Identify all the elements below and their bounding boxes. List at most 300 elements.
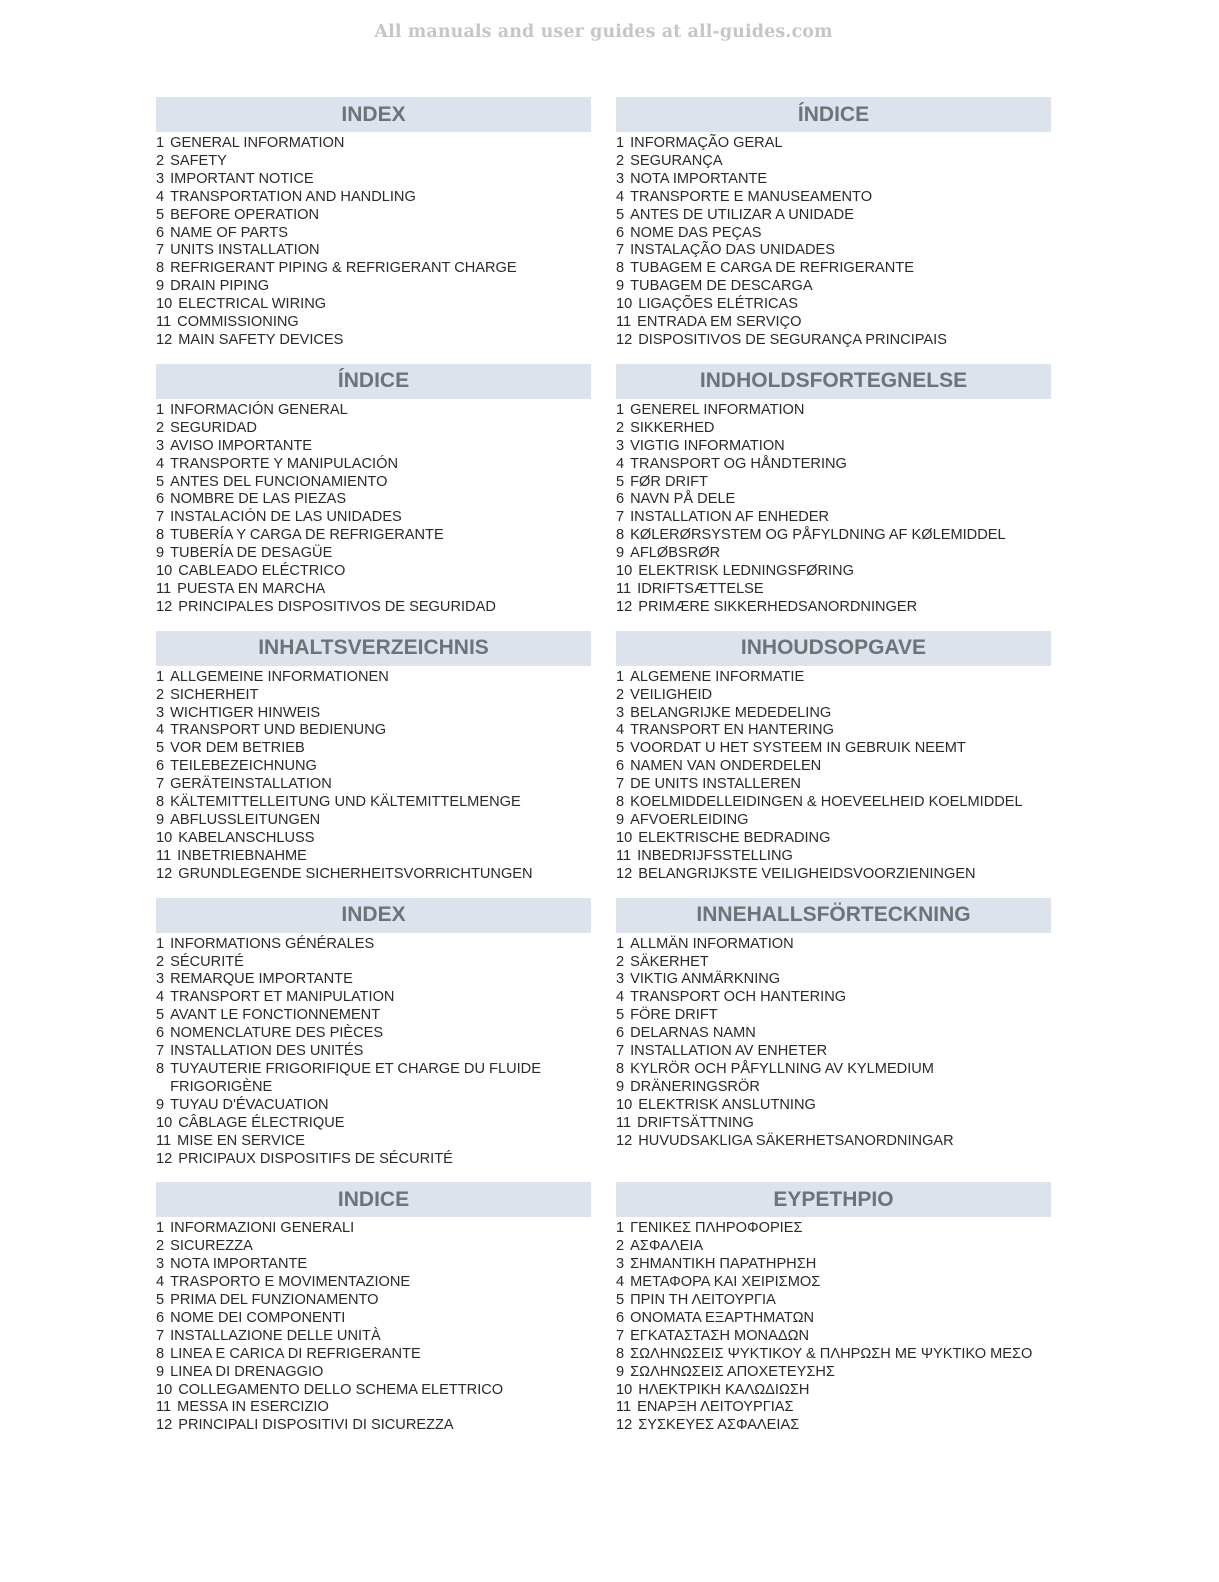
- list-item: [156, 740, 591, 758]
- list-item: [616, 1043, 1051, 1061]
- section-spanish: [156, 364, 591, 617]
- item-text: TRANSPORT OCH HANTERING: [630, 989, 847, 1006]
- section-italian: [156, 1182, 591, 1435]
- item-text: TRANSPORT ET MANIPULATION: [170, 989, 395, 1006]
- item-text: DISPOSITIVOS DE SEGURANÇA PRINCIPAIS: [638, 331, 947, 348]
- list-item: [156, 776, 591, 794]
- list-item: [156, 491, 591, 509]
- item-number: 12: [616, 1132, 633, 1149]
- list-item: [616, 1328, 1051, 1346]
- item-text: TRANSPORT EN HANTERING: [630, 722, 834, 739]
- item-text: TRANSPORTATION AND HANDLING: [170, 188, 416, 205]
- item-text: NAMEN VAN ONDERDELEN: [630, 758, 822, 775]
- item-text: NOME DEI COMPONENTI: [170, 1309, 346, 1326]
- list-item: [616, 1274, 1051, 1292]
- list-item: [616, 189, 1051, 207]
- list-item: [156, 1133, 591, 1151]
- item-text: NOTA IMPORTANTE: [170, 1256, 308, 1273]
- item-number: 9: [156, 545, 165, 562]
- list-item: [616, 332, 1051, 350]
- item-text: INFORMATIONS GÉNÉRALES: [170, 935, 375, 952]
- item-text: LINEA DI DRENAGGIO: [170, 1363, 324, 1380]
- list-item: [156, 1151, 591, 1169]
- section-german: [156, 631, 591, 884]
- item-text: SICUREZZA: [170, 1238, 253, 1255]
- list-item: [616, 242, 1051, 260]
- section-title: ÍNDICE: [156, 364, 591, 399]
- list-item: [156, 527, 591, 545]
- list-item: [616, 135, 1051, 153]
- list-item: [616, 794, 1051, 812]
- item-text: ΣΩΛΗΝΩΣΕΙΣ ΨΥΚΤΙΚΟΥ & ΠΛΗΡΩΣΗ ΜΕ ΨΥΚΤΙΚΟ ΜΕΣΟ: [630, 1345, 1033, 1362]
- item-number: 5: [616, 740, 625, 757]
- item-number: 7: [156, 1043, 165, 1060]
- list-item: [156, 936, 591, 954]
- item-number: 8: [616, 260, 625, 277]
- list-item: [616, 1115, 1051, 1133]
- list-item: [156, 1364, 591, 1382]
- item-number: 7: [616, 1043, 625, 1060]
- section-list: [156, 1217, 591, 1435]
- item-text: CABLEADO ELÉCTRICO: [178, 563, 346, 580]
- item-text: ΓΕΝΙΚΕΣ ΠΛΗΡΟΦΟΡΙΕΣ: [630, 1220, 803, 1237]
- item-number: 9: [616, 545, 625, 562]
- item-text: NAME OF PARTS: [170, 224, 288, 241]
- section-title: ÍNDICE: [616, 97, 1051, 132]
- item-text: ΕΝΑΡΞΗ ΛΕΙΤΟΥΡΓΙΑΣ: [637, 1399, 794, 1416]
- item-text: BEFORE OPERATION: [170, 206, 320, 223]
- section-danish: [616, 364, 1051, 617]
- item-text: BELANGRIJKSTE VEILIGHEIDSVOORZIENINGEN: [638, 865, 976, 882]
- item-number: 8: [156, 794, 165, 811]
- list-item: [616, 1025, 1051, 1043]
- list-item: [156, 332, 591, 350]
- list-item: [156, 1417, 591, 1435]
- list-item: [156, 794, 591, 812]
- list-item: [156, 1382, 591, 1400]
- item-number: 10: [616, 1381, 633, 1398]
- item-text: SAFETY: [170, 152, 227, 169]
- item-number: 6: [156, 758, 165, 775]
- item-number: 7: [156, 1327, 165, 1344]
- item-text: NOME DAS PEÇAS: [630, 224, 762, 241]
- list-item: [616, 866, 1051, 884]
- item-number: 10: [616, 296, 633, 313]
- list-item: [156, 705, 591, 723]
- index-grid: [156, 97, 1051, 1435]
- item-text: ANTES DE UTILIZAR A UNIDADE: [630, 206, 854, 223]
- item-text: ΗΛΕΚΤΡΙΚΗ ΚΑΛΩΔΙΩΣΗ: [638, 1381, 810, 1398]
- item-number: 12: [616, 598, 633, 615]
- list-item: [616, 545, 1051, 563]
- item-number: 2: [156, 419, 165, 436]
- list-item: [156, 866, 591, 884]
- section-title: INHOUDSOPGAVE: [616, 631, 1051, 666]
- item-number: 9: [616, 1078, 625, 1095]
- item-text: ΣΥΣΚΕΥΕΣ ΑΣΦΑΛΕΙΑΣ: [638, 1417, 800, 1434]
- item-text: KOELMIDDELLEIDINGEN & HOEVEELHEID KOELMIDDEL: [630, 794, 1023, 811]
- list-item: [616, 1310, 1051, 1328]
- list-item: [616, 1346, 1051, 1364]
- item-text: DELARNAS NAMN: [630, 1025, 756, 1042]
- item-number: 8: [616, 1060, 625, 1077]
- item-number: 8: [156, 260, 165, 277]
- list-item: [616, 1097, 1051, 1115]
- item-number: 3: [616, 971, 625, 988]
- item-number: 1: [156, 1220, 165, 1237]
- list-item: [616, 1382, 1051, 1400]
- item-number: 3: [616, 704, 625, 721]
- item-number: 9: [156, 278, 165, 295]
- list-item: [616, 740, 1051, 758]
- item-number: 4: [616, 989, 625, 1006]
- list-item: [616, 456, 1051, 474]
- item-text: KABELANSCHLUSS: [178, 829, 315, 846]
- list-item: [156, 1007, 591, 1025]
- item-number: 2: [616, 953, 625, 970]
- list-item: [156, 314, 591, 332]
- list-item: [616, 936, 1051, 954]
- item-text: INBETRIEBNAHME: [177, 847, 307, 864]
- list-item: [616, 171, 1051, 189]
- list-item: [156, 1061, 591, 1097]
- item-text: SÄKERHET: [630, 953, 709, 970]
- section-list: [616, 1217, 1051, 1435]
- list-item: [156, 171, 591, 189]
- item-number: 1: [616, 1220, 625, 1237]
- list-item: [156, 225, 591, 243]
- item-number: 3: [156, 971, 165, 988]
- item-text: SEGURIDAD: [170, 419, 257, 436]
- item-number: 7: [156, 776, 165, 793]
- list-item: [156, 1292, 591, 1310]
- item-text: NOTA IMPORTANTE: [630, 170, 768, 187]
- item-number: 3: [156, 170, 165, 187]
- list-item: [156, 1025, 591, 1043]
- list-item: [156, 207, 591, 225]
- item-number: 12: [616, 865, 633, 882]
- item-number: 12: [156, 1417, 173, 1434]
- list-item: [156, 545, 591, 563]
- item-number: 3: [616, 170, 625, 187]
- list-item: [616, 527, 1051, 545]
- item-text: ΣΗΜΑΝΤΙΚΗ ΠΑΡΑΤΗΡΗΣΗ: [630, 1256, 817, 1273]
- item-text: TUBAGEM DE DESCARGA: [630, 278, 813, 295]
- item-number: 5: [616, 1007, 625, 1024]
- section-greek: [616, 1182, 1051, 1435]
- list-item: [616, 1399, 1051, 1417]
- list-item: [156, 971, 591, 989]
- item-number: 10: [156, 1114, 173, 1131]
- list-item: [616, 1061, 1051, 1079]
- list-item: [156, 599, 591, 617]
- item-text: TRANSPORTE E MANUSEAMENTO: [630, 188, 873, 205]
- section-title: INNEHALLSFÖRTECKNING: [616, 898, 1051, 933]
- section-list: [156, 933, 591, 1169]
- list-item: [156, 1115, 591, 1133]
- item-number: 4: [156, 989, 165, 1006]
- list-item: [156, 420, 591, 438]
- list-item: [616, 296, 1051, 314]
- list-item: [616, 1238, 1051, 1256]
- list-item: [156, 1310, 591, 1328]
- list-item: [156, 812, 591, 830]
- list-item: [156, 989, 591, 1007]
- item-text: PRIMA DEL FUNZIONAMENTO: [170, 1292, 379, 1309]
- item-text: SÉCURITÉ: [170, 953, 244, 970]
- item-text: ALGEMENE INFORMATIE: [630, 668, 805, 685]
- list-item: [616, 776, 1051, 794]
- item-number: 5: [156, 740, 165, 757]
- item-text: ANTES DEL FUNCIONAMIENTO: [170, 473, 388, 490]
- item-number: 12: [616, 331, 633, 348]
- list-item: [616, 1220, 1051, 1238]
- item-number: 11: [616, 847, 632, 864]
- item-number: 11: [616, 314, 632, 331]
- item-number: 1: [156, 401, 165, 418]
- item-number: 4: [616, 188, 625, 205]
- item-number: 1: [616, 935, 625, 952]
- list-item: [616, 1133, 1051, 1151]
- section-list: [156, 399, 591, 617]
- list-item: [616, 438, 1051, 456]
- list-item: [616, 1417, 1051, 1435]
- item-text: AFVOERLEIDING: [630, 812, 749, 828]
- item-text: IDRIFTSÆTTELSE: [637, 580, 764, 597]
- section-swedish: [616, 898, 1051, 1169]
- item-text: NOMENCLATURE DES PIÈCES: [170, 1025, 384, 1042]
- list-item: [156, 402, 591, 420]
- list-item: [616, 758, 1051, 776]
- item-text: INFORMAZIONI GENERALI: [170, 1220, 355, 1237]
- item-number: 5: [156, 1007, 165, 1024]
- list-item: [156, 830, 591, 848]
- item-number: 1: [156, 668, 165, 685]
- list-item: [616, 1079, 1051, 1097]
- item-number: 11: [156, 580, 172, 597]
- item-text: TRANSPORTE Y MANIPULACIÓN: [170, 455, 399, 472]
- item-text: HUVUDSAKLIGA SÄKERHETSANORDNINGAR: [638, 1132, 954, 1149]
- item-number: 9: [156, 812, 165, 828]
- section-portuguese: [616, 97, 1051, 350]
- list-item: [616, 989, 1051, 1007]
- item-number: 10: [156, 296, 173, 313]
- item-number: 1: [616, 135, 625, 151]
- item-text: DE UNITS INSTALLEREN: [630, 776, 801, 793]
- item-number: 12: [156, 865, 173, 882]
- list-item: [156, 669, 591, 687]
- item-text: ELECTRICAL WIRING: [178, 296, 327, 313]
- item-text: ABFLUSSLEITUNGEN: [170, 812, 321, 828]
- item-text: BELANGRIJKE MEDEDELING: [630, 704, 832, 721]
- item-text: ALLGEMEINE INFORMATIONEN: [170, 668, 389, 685]
- item-text: GRUNDLEGENDE SICHERHEITSVORRICHTUNGEN: [178, 865, 533, 882]
- item-text: KØLERØRSYSTEM OG PÅFYLDNING AF KØLEMIDDEL: [630, 527, 1006, 544]
- list-item: [156, 848, 591, 866]
- section-title: INDEX: [156, 898, 591, 933]
- item-number: 8: [616, 1345, 625, 1362]
- item-text: FØR DRIFT: [630, 473, 708, 490]
- item-number: 8: [156, 1345, 165, 1362]
- list-item: [156, 1346, 591, 1364]
- section-list: [156, 666, 591, 884]
- item-text: GENEREL INFORMATION: [630, 401, 805, 418]
- item-number: 6: [616, 758, 625, 775]
- list-item: [616, 314, 1051, 332]
- item-number: 12: [616, 1417, 633, 1434]
- list-item: [156, 1328, 591, 1346]
- list-item: [616, 509, 1051, 527]
- list-item: [156, 153, 591, 171]
- item-number: 6: [156, 491, 165, 508]
- list-item: [616, 705, 1051, 723]
- list-item: [616, 848, 1051, 866]
- list-item: [616, 669, 1051, 687]
- section-title: INDICE: [156, 1182, 591, 1217]
- item-text: INSTALLATION DES UNITÉS: [170, 1043, 364, 1060]
- item-text: ΣΩΛΗΝΩΣΕΙΣ ΑΠΟΧΕΤΕΥΣΗΣ: [630, 1363, 835, 1380]
- item-number: 2: [156, 152, 165, 169]
- item-number: 4: [616, 722, 625, 739]
- item-text: VOORDAT U HET SYSTEEM IN GEBRUIK NEEMT: [630, 740, 966, 757]
- item-number: 12: [156, 331, 173, 348]
- item-text: LIGAÇÕES ELÉTRICAS: [638, 296, 799, 313]
- item-number: 12: [156, 598, 173, 615]
- item-number: 7: [156, 242, 165, 259]
- item-number: 3: [156, 704, 165, 721]
- list-item: [616, 491, 1051, 509]
- item-text: INSTALLAZIONE DELLE UNITÀ: [170, 1327, 381, 1344]
- item-number: 3: [156, 1256, 165, 1273]
- item-number: 4: [156, 722, 165, 739]
- item-number: 6: [156, 224, 165, 241]
- item-text: ELEKTRISCHE BEDRADING: [638, 829, 831, 846]
- item-number: 9: [616, 278, 625, 295]
- item-text: UNITS INSTALLATION: [170, 242, 320, 259]
- list-item: [156, 758, 591, 776]
- item-text: NOMBRE DE LAS PIEZAS: [170, 491, 347, 508]
- list-item: [616, 402, 1051, 420]
- item-text: INSTALLATION AV ENHETER: [630, 1043, 828, 1060]
- list-item: [156, 1097, 591, 1115]
- item-text: KYLRÖR OCH PÅFYLLNING AV KYLMEDIUM: [630, 1060, 934, 1077]
- item-text: TRANSPORT UND BEDIENUNG: [170, 722, 387, 739]
- item-text: IMPORTANT NOTICE: [170, 170, 314, 187]
- item-number: 2: [616, 1238, 625, 1255]
- item-number: 9: [616, 1363, 625, 1380]
- item-number: 10: [616, 829, 633, 846]
- list-item: [156, 260, 591, 278]
- list-item: [156, 954, 591, 972]
- item-number: 2: [616, 419, 625, 436]
- item-number: 5: [616, 473, 625, 490]
- item-text: AVISO IMPORTANTE: [170, 437, 313, 454]
- item-number: 1: [616, 401, 625, 418]
- item-number: 4: [616, 455, 625, 472]
- item-text: MAIN SAFETY DEVICES: [178, 331, 344, 348]
- item-text: PRINCIPALI DISPOSITIVI DI SICUREZZA: [178, 1417, 454, 1434]
- list-item: [156, 1274, 591, 1292]
- item-number: 10: [616, 563, 633, 580]
- list-item: [616, 207, 1051, 225]
- section-title: INDEX: [156, 97, 591, 132]
- item-text: INSTALLATION AF ENHEDER: [630, 509, 830, 526]
- item-text: TUBAGEM E CARGA DE REFRIGERANTE: [630, 260, 914, 277]
- list-item: [616, 278, 1051, 296]
- item-number: 6: [156, 1309, 165, 1326]
- item-text: ΕΓΚΑΤΑΣΤΑΣΗ ΜΟΝΑΔΩΝ: [630, 1327, 810, 1344]
- list-item: [156, 722, 591, 740]
- item-text: TEILEBEZEICHNUNG: [170, 758, 317, 775]
- section-list: [616, 132, 1051, 350]
- item-number: 6: [616, 1025, 625, 1042]
- item-text: GENERAL INFORMATION: [170, 135, 345, 151]
- item-text: TUBERÍA DE DESAGÜE: [170, 545, 333, 562]
- item-number: 11: [156, 1132, 172, 1149]
- item-text: FÖRE DRIFT: [630, 1007, 718, 1024]
- item-number: 1: [156, 935, 165, 952]
- item-number: 6: [616, 1309, 625, 1326]
- section-title: INDHOLDSFORTEGNELSE: [616, 364, 1051, 399]
- item-text: TUYAU D'ÉVACUATION: [170, 1096, 329, 1113]
- section-title: ΕΥΡΕΤΗΡΙΟ: [616, 1182, 1051, 1217]
- list-item: [156, 1043, 591, 1061]
- list-item: [156, 1256, 591, 1274]
- item-text: VOR DEM BETRIEB: [170, 740, 305, 757]
- list-item: [156, 1399, 591, 1417]
- section-dutch: [616, 631, 1051, 884]
- item-number: 6: [156, 1025, 165, 1042]
- item-text: TUYAUTERIE FRIGORIFIQUE ET CHARGE DU FLUIDE FRIGORIGÈNE: [170, 1060, 541, 1095]
- item-number: 7: [616, 509, 625, 526]
- list-item: [156, 242, 591, 260]
- section-english: [156, 97, 591, 350]
- list-item: [616, 225, 1051, 243]
- list-item: [616, 687, 1051, 705]
- list-item: [616, 260, 1051, 278]
- item-text: KÄLTEMITTELLEITUNG UND KÄLTEMITTELMENGE: [170, 794, 521, 811]
- list-item: [156, 456, 591, 474]
- list-item: [616, 1364, 1051, 1382]
- item-text: DRAIN PIPING: [170, 278, 270, 295]
- list-item: [616, 971, 1051, 989]
- item-number: 10: [156, 563, 173, 580]
- section-list: [616, 399, 1051, 617]
- item-number: 5: [616, 1292, 625, 1309]
- item-text: INSTALACIÓN DE LAS UNIDADES: [170, 509, 402, 526]
- item-text: SIKKERHED: [630, 419, 715, 436]
- list-item: [616, 563, 1051, 581]
- section-french: [156, 898, 591, 1169]
- item-text: REFRIGERANT PIPING & REFRIGERANT CHARGE: [170, 260, 517, 277]
- item-text: NAVN PÅ DELE: [630, 491, 736, 508]
- list-item: [156, 1238, 591, 1256]
- item-text: ALLMÄN INFORMATION: [630, 935, 794, 952]
- list-item: [156, 189, 591, 207]
- item-text: COMMISSIONING: [177, 314, 299, 331]
- item-number: 11: [616, 1114, 632, 1131]
- item-number: 2: [156, 1238, 165, 1255]
- item-number: 4: [616, 1274, 625, 1291]
- item-text: ENTRADA EM SERVIÇO: [637, 314, 802, 331]
- item-text: INFORMACIÓN GENERAL: [170, 401, 348, 418]
- item-number: 4: [156, 455, 165, 472]
- item-text: GERÄTEINSTALLATION: [170, 776, 332, 793]
- list-item: [616, 1256, 1051, 1274]
- item-number: 11: [156, 847, 172, 864]
- item-text: REMARQUE IMPORTANTE: [170, 971, 353, 988]
- item-text: VEILIGHEID: [630, 686, 713, 703]
